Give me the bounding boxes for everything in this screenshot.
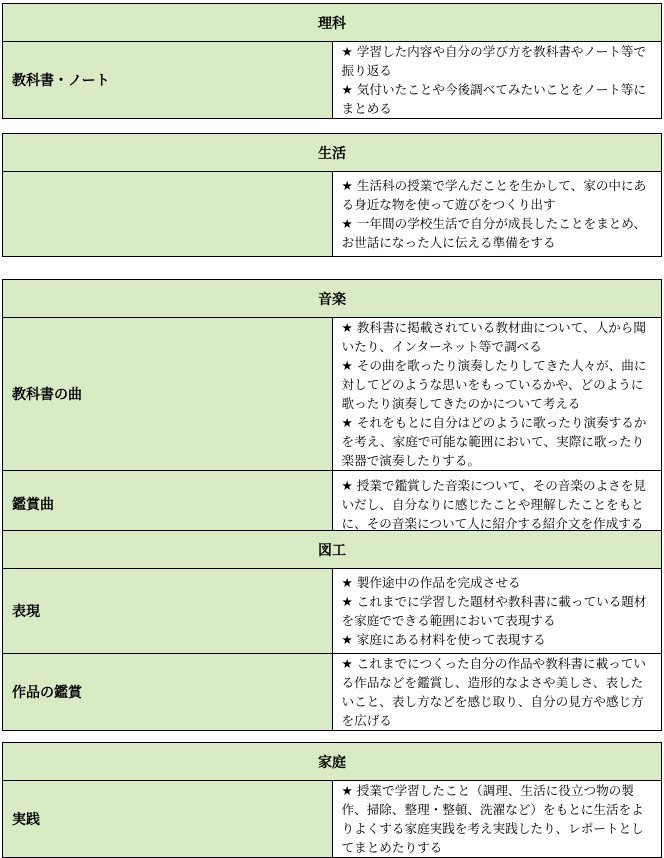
content-line: ★ 授業で学習したこと（調理、生活に役立つ物の製作、掃除、整理・整頓、洗濯など）をもとに生活をよりよくする家庭実践を考え実践したり、レポートとしてまとめたりする [341,783,644,855]
section-title: 図工 [3,531,662,569]
row-content [332,172,662,257]
content-line: ★ これまでに学習した題材や教科書に載っている題材を家庭でできる範囲において表現する [341,594,647,628]
section-title: 生活 [3,134,662,172]
content-line: ★ 製作途中の作品を完成させる [341,575,521,590]
section-katei [2,742,662,858]
content-line: ★ 教科書に掲載されている教材曲について、人から聞いたり、インターネット等で調べる [341,320,646,354]
row-content [332,471,662,538]
content-line: ★ それをもとに自分はどのように歌ったり演奏するかを考え、家庭で可能な範囲において、実際に歌ったり楽器で演奏したりする。 [341,415,647,468]
section-title: 理科 [3,4,662,42]
section-title: 家庭 [3,743,662,781]
content-line: ★ その曲を歌ったり演奏したりしてきた人々が、曲に対してどのような思いをもっているかや、どのように歌ったり演奏してきたのかについて考える [341,358,647,411]
row-label: 表現 [3,569,333,654]
section-title: 音楽 [3,280,662,318]
row-content [332,318,662,471]
content-line: ★ 一年間の学校生活で自分が成長したことをまとめ、お世話になった人に伝える準備をする [341,216,646,250]
row-label: 教科書の曲 [3,318,333,471]
content-line: ★ 授業で鑑賞した音楽について、その音楽のよさを見いだし、自分なりに感じたことや理解したことをもとに、その音楽について人に紹介する紹介文を作成する [341,477,646,531]
section-rika [2,3,662,119]
section-ongaku [2,279,662,538]
row-label: 実践 [3,781,333,858]
row-label: 作品の鑑賞 [3,654,333,731]
content-line: ★ 学習した内容や自分の学び方を教科書やノート等で振り返る [341,44,647,78]
row-content [332,569,662,654]
content-line: ★ これまでにつくった自分の作品や教科書に載っている作品などを鑑賞し、造形的なよさや美しさ、表したいこと、表し方などを感じ取り、自分の見方や感じ方を広げる [341,656,646,728]
content-line: ★ 家庭にある材料を使って表現する [341,632,546,647]
content-line: ★ 生活科の授業で学んだことを生かして、家の中にある身近な物を使って遊びをつくり出す [341,178,647,212]
row-label: 鑑賞曲 [3,471,333,538]
section-seikatsu [2,133,662,257]
row-label: 教科書・ノート [3,42,333,119]
content-line: ★ 気付いたことや今後調べてみたいことをノート等にまとめる [341,82,647,116]
row-label [3,172,333,257]
row-content [332,781,662,858]
section-zukou [2,530,662,731]
row-content [332,42,662,119]
row-content [332,654,662,731]
